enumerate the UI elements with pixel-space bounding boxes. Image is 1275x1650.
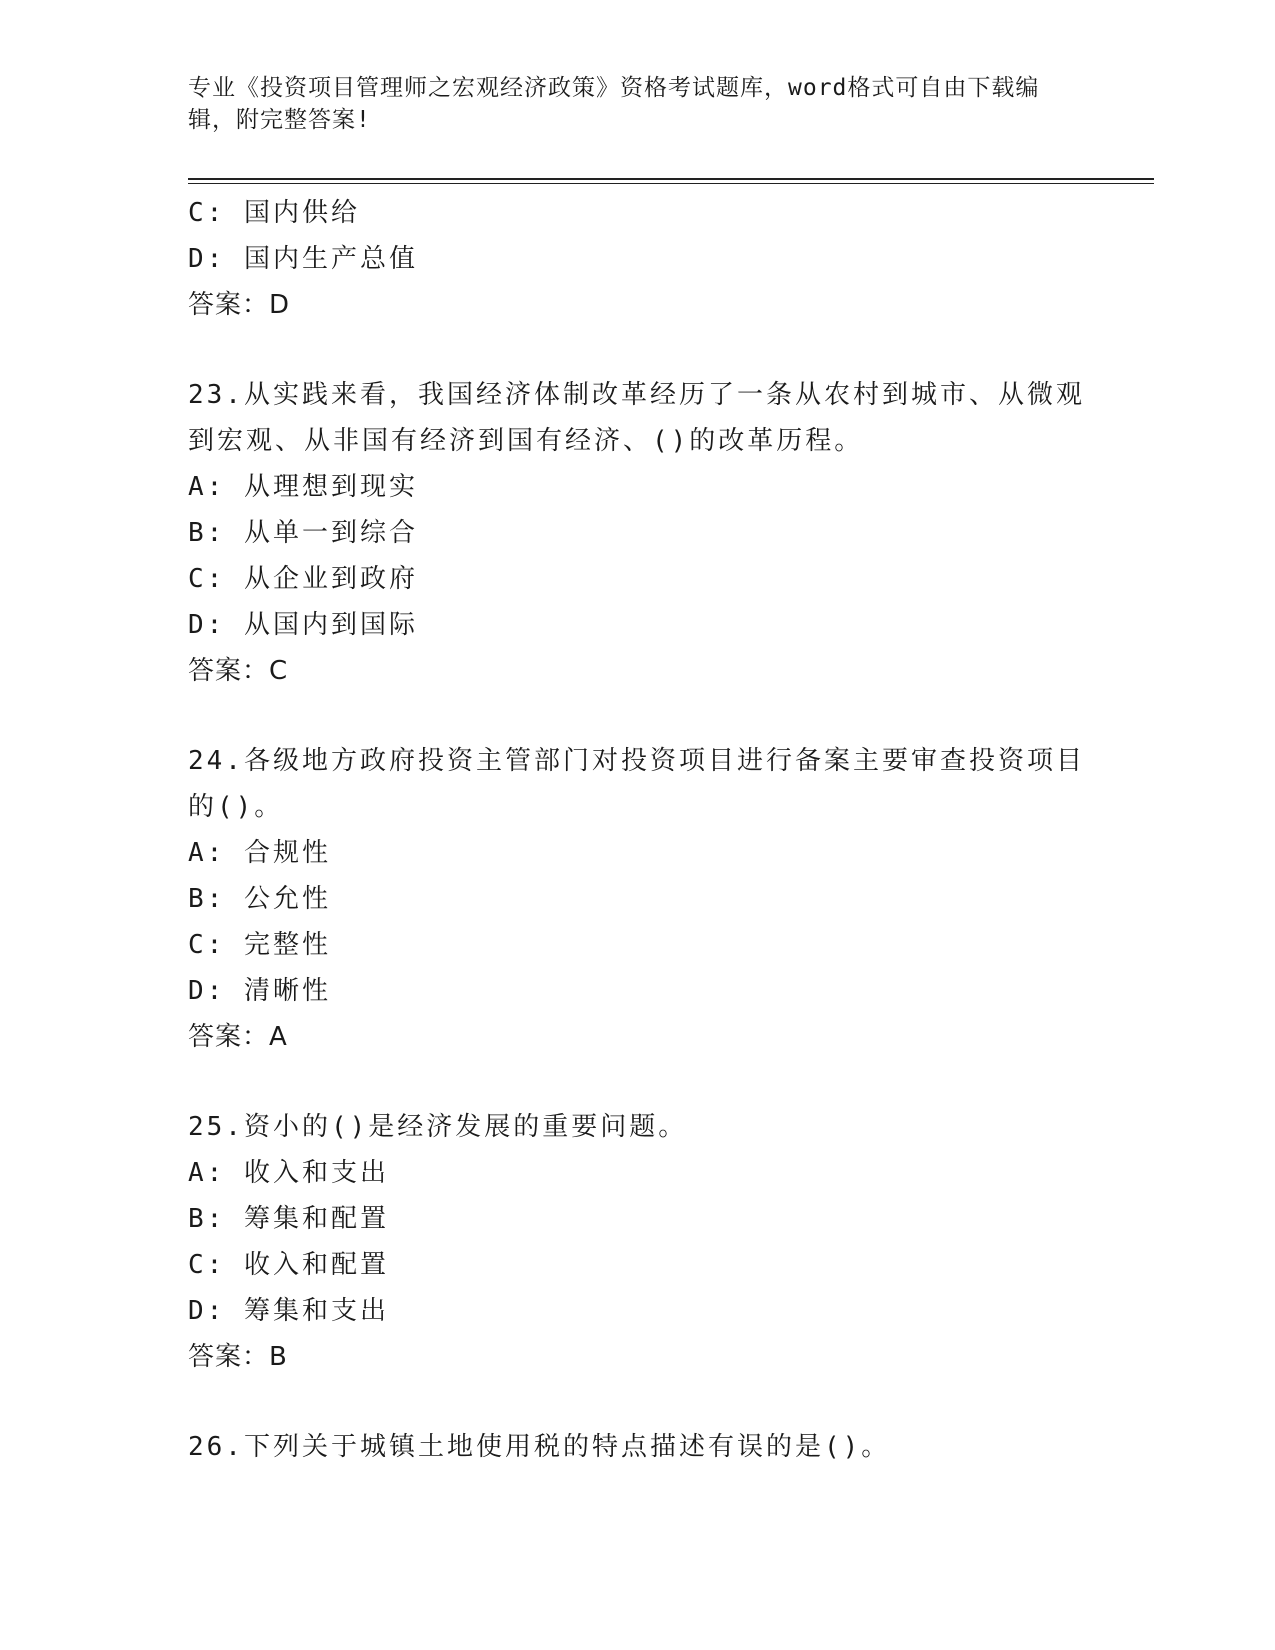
option-d: D: 清晰性 [188, 976, 331, 1006]
option-c: C: 收入和配置 [188, 1250, 389, 1280]
question-stem: 的()。 [188, 792, 284, 822]
header-divider-thin [188, 183, 1154, 184]
header-divider-thick [188, 178, 1154, 180]
option-a: A: 合规性 [188, 838, 331, 868]
question-stem: 24.各级地方政府投资主管部门对投资项目进行备案主要审查投资项目 [188, 746, 1085, 776]
answer: 答案：C [188, 656, 289, 686]
option-c: C: 完整性 [188, 930, 331, 960]
answer: 答案：B [188, 1342, 288, 1372]
option-a: A: 从理想到现实 [188, 472, 418, 502]
option-a: A: 收入和支出 [188, 1158, 389, 1188]
question-24 [188, 738, 1088, 1060]
answer: 答案：D [188, 290, 291, 320]
answer: 答案：A [188, 1022, 288, 1052]
option-d: D: 国内生产总值 [188, 244, 418, 274]
option-c: C: 国内供给 [188, 198, 360, 228]
option-b: B: 公允性 [188, 884, 331, 914]
question-26 [188, 1424, 1088, 1470]
option-b: B: 从单一到综合 [188, 518, 418, 548]
option-d: D: 从国内到国际 [188, 610, 418, 640]
header-line-2: 辑，附完整答案! [188, 107, 371, 133]
question-stem: 23.从实践来看，我国经济体制改革经历了一条从农村到城市、从微观 [188, 380, 1085, 410]
question-25 [188, 1104, 1088, 1380]
option-d: D: 筹集和支出 [188, 1296, 389, 1326]
question-stem: 到宏观、从非国有经济到国有经济、()的改革历程。 [188, 426, 864, 456]
question-stem: 25.资小的()是经济发展的重要问题。 [188, 1112, 688, 1142]
header-line-1: 专业《投资项目管理师之宏观经济政策》资格考试题库，word格式可自由下载编 [188, 75, 1040, 101]
option-b: B: 筹集和配置 [188, 1204, 389, 1234]
question-23 [188, 372, 1088, 694]
option-c: C: 从企业到政府 [188, 564, 418, 594]
question-list [188, 190, 1088, 1470]
question-stem: 26.下列关于城镇土地使用税的特点描述有误的是()。 [188, 1432, 891, 1462]
document-header [188, 72, 1068, 136]
previous-question-tail [188, 190, 1088, 328]
